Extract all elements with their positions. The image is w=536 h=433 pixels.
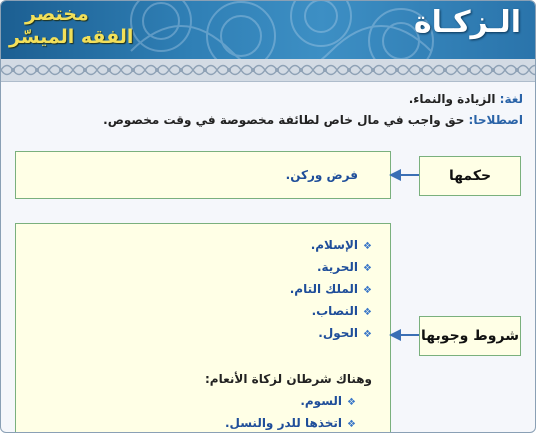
diamond-bullet-icon: ❖	[363, 241, 372, 252]
book-title-line1: مختصر	[25, 3, 89, 25]
condition-item: ❖النصاب.	[311, 304, 372, 318]
diamond-bullet-icon: ❖	[363, 329, 372, 340]
definition-text: حق واجب في مال خاص لطائفة مخصوصة في وقت مخصوص.	[103, 113, 469, 127]
condition-item: ❖الحول.	[318, 326, 372, 340]
ornament-pattern-icon	[1, 59, 535, 81]
diamond-bullet-icon: ❖	[347, 419, 356, 430]
livestock-item: ❖اتخذها للدر والنسل.	[224, 416, 356, 430]
diamond-bullet-icon: ❖	[363, 263, 372, 274]
conditions-tag: شروط وجوبها	[419, 316, 521, 356]
diamond-bullet-icon: ❖	[347, 397, 356, 408]
definition-label: اصطلاحا:	[468, 113, 523, 127]
diamond-bullet-icon: ❖	[363, 307, 372, 318]
ruling-value: فرض وركن.	[285, 168, 358, 182]
livestock-item: ❖السوم.	[300, 394, 356, 408]
arrow-left-icon	[389, 328, 419, 342]
ruling-box	[15, 151, 391, 199]
conditions-box	[15, 223, 391, 433]
condition-item: ❖الملك التام.	[289, 282, 372, 296]
livestock-intro: وهناك شرطان لزكاة الأنعام:	[205, 372, 372, 386]
condition-item: ❖الحرية.	[316, 260, 372, 274]
ruling-tag: حكمها	[419, 156, 521, 196]
header-banner	[1, 1, 535, 59]
definition-text: الزيادة والنماء.	[408, 92, 500, 106]
definition-label: لغة:	[499, 92, 523, 106]
arabesque-pattern-icon	[121, 1, 441, 59]
definition-language	[409, 92, 523, 106]
diamond-bullet-icon: ❖	[363, 285, 372, 296]
book-title-line2: الفقه الميسّر	[9, 26, 134, 48]
condition-item: ❖الإسلام.	[310, 238, 372, 252]
ornament-divider	[1, 59, 535, 82]
definition-terminology	[103, 113, 523, 127]
page-title: الـزكـاة	[413, 5, 521, 40]
arrow-left-icon	[389, 168, 419, 182]
